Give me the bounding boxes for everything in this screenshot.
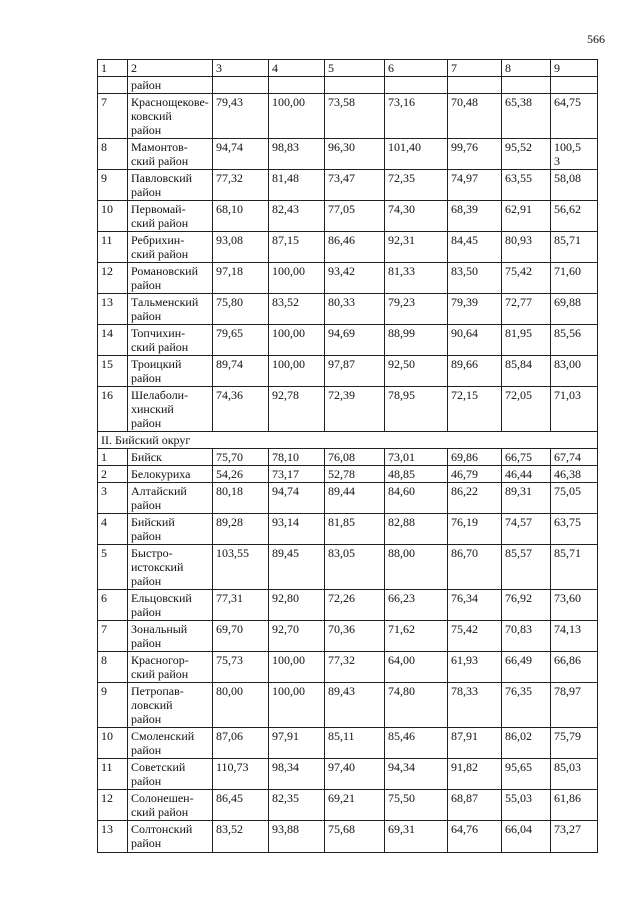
value-cell xyxy=(213,77,269,94)
value-cell: 75,05 xyxy=(551,483,598,514)
row-number-cell: 12 xyxy=(98,263,128,294)
column-header: 4 xyxy=(269,60,325,77)
value-cell: 46,79 xyxy=(448,466,502,483)
value-cell: 92,80 xyxy=(269,590,325,621)
value-cell: 86,22 xyxy=(448,483,502,514)
row-number-cell: 13 xyxy=(98,294,128,325)
value-cell: 98,83 xyxy=(269,139,325,170)
value-cell: 84,45 xyxy=(448,232,502,263)
value-cell: 94,74 xyxy=(269,483,325,514)
value-cell: 89,28 xyxy=(213,514,269,545)
value-cell: 89,31 xyxy=(502,483,551,514)
value-cell: 74,36 xyxy=(213,387,269,432)
district-name-cell: Быстро- истокский район xyxy=(128,545,213,590)
column-header: 3 xyxy=(213,60,269,77)
district-name-cell: Бийск xyxy=(128,449,213,466)
table-row xyxy=(98,590,598,621)
value-cell: 69,21 xyxy=(325,790,385,821)
value-cell: 46,38 xyxy=(551,466,598,483)
value-cell: 86,45 xyxy=(213,790,269,821)
value-cell: 85,11 xyxy=(325,728,385,759)
district-name-cell: Красногор- ский район xyxy=(128,652,213,683)
value-cell: 70,48 xyxy=(448,94,502,139)
value-cell: 72,15 xyxy=(448,387,502,432)
value-cell: 89,43 xyxy=(325,683,385,728)
table-row xyxy=(98,201,598,232)
value-cell: 70,83 xyxy=(502,621,551,652)
value-cell: 84,60 xyxy=(385,483,448,514)
value-cell: 101,40 xyxy=(385,139,448,170)
value-cell: 75,68 xyxy=(325,821,385,853)
value-cell: 85,71 xyxy=(551,232,598,263)
value-cell: 76,92 xyxy=(502,590,551,621)
value-cell: 71,03 xyxy=(551,387,598,432)
table-row xyxy=(98,356,598,387)
value-cell: 46,44 xyxy=(502,466,551,483)
value-cell: 66,75 xyxy=(502,449,551,466)
value-cell: 81,33 xyxy=(385,263,448,294)
row-number-cell: 9 xyxy=(98,170,128,201)
value-cell: 100,00 xyxy=(269,683,325,728)
value-cell: 80,00 xyxy=(213,683,269,728)
column-header: 8 xyxy=(502,60,551,77)
row-number-cell: 11 xyxy=(98,232,128,263)
value-cell: 85,71 xyxy=(551,545,598,590)
value-cell: 83,52 xyxy=(213,821,269,853)
value-cell: 54,26 xyxy=(213,466,269,483)
value-cell: 73,16 xyxy=(385,94,448,139)
row-number-cell: 10 xyxy=(98,201,128,232)
value-cell: 93,88 xyxy=(269,821,325,853)
row-number-cell xyxy=(98,77,128,94)
district-name-cell: Павловский район xyxy=(128,170,213,201)
value-cell: 70,36 xyxy=(325,621,385,652)
value-cell: 85,57 xyxy=(502,545,551,590)
value-cell: 81,48 xyxy=(269,170,325,201)
section-row xyxy=(98,432,598,449)
value-cell: 71,62 xyxy=(385,621,448,652)
value-cell: 75,42 xyxy=(502,263,551,294)
column-header: 5 xyxy=(325,60,385,77)
value-cell: 81,95 xyxy=(502,325,551,356)
value-cell: 82,43 xyxy=(269,201,325,232)
value-cell: 77,05 xyxy=(325,201,385,232)
value-cell: 76,08 xyxy=(325,449,385,466)
value-cell: 92,78 xyxy=(269,387,325,432)
row-number-cell: 7 xyxy=(98,621,128,652)
district-name-cell: Тальменский район xyxy=(128,294,213,325)
column-header: 2 xyxy=(128,60,213,77)
value-cell: 100,00 xyxy=(269,652,325,683)
table-row xyxy=(98,77,598,94)
table-row xyxy=(98,94,598,139)
value-cell: 81,85 xyxy=(325,514,385,545)
row-number-cell: 6 xyxy=(98,590,128,621)
district-name-cell: Шелаболи- хинский район xyxy=(128,387,213,432)
table-row xyxy=(98,483,598,514)
value-cell: 75,50 xyxy=(385,790,448,821)
row-number-cell: 1 xyxy=(98,449,128,466)
value-cell: 90,64 xyxy=(448,325,502,356)
value-cell: 87,06 xyxy=(213,728,269,759)
value-cell: 78,97 xyxy=(551,683,598,728)
value-cell: 83,52 xyxy=(269,294,325,325)
value-cell: 77,32 xyxy=(213,170,269,201)
value-cell: 73,27 xyxy=(551,821,598,853)
value-cell: 64,76 xyxy=(448,821,502,853)
value-cell: 88,99 xyxy=(385,325,448,356)
value-cell: 52,78 xyxy=(325,466,385,483)
value-cell: 88,00 xyxy=(385,545,448,590)
value-cell: 55,03 xyxy=(502,790,551,821)
value-cell: 66,86 xyxy=(551,652,598,683)
value-cell: 82,35 xyxy=(269,790,325,821)
value-cell: 62,91 xyxy=(502,201,551,232)
table-row xyxy=(98,449,598,466)
value-cell: 100,5 3 xyxy=(551,139,598,170)
value-cell: 95,65 xyxy=(502,759,551,790)
row-number-cell: 5 xyxy=(98,545,128,590)
value-cell: 79,23 xyxy=(385,294,448,325)
row-number-cell: 16 xyxy=(98,387,128,432)
value-cell: 73,58 xyxy=(325,94,385,139)
value-cell: 79,43 xyxy=(213,94,269,139)
district-name-cell: Советский район xyxy=(128,759,213,790)
value-cell: 69,86 xyxy=(448,449,502,466)
table-header-row xyxy=(98,60,598,77)
district-name-cell: Петропав- ловский район xyxy=(128,683,213,728)
value-cell: 73,47 xyxy=(325,170,385,201)
value-cell: 76,35 xyxy=(502,683,551,728)
value-cell: 65,38 xyxy=(502,94,551,139)
value-cell: 97,87 xyxy=(325,356,385,387)
row-number-cell: 15 xyxy=(98,356,128,387)
value-cell: 86,70 xyxy=(448,545,502,590)
value-cell: 75,42 xyxy=(448,621,502,652)
value-cell: 85,03 xyxy=(551,759,598,790)
table-row xyxy=(98,790,598,821)
row-number-cell: 10 xyxy=(98,728,128,759)
value-cell: 85,46 xyxy=(385,728,448,759)
value-cell: 72,26 xyxy=(325,590,385,621)
value-cell: 94,74 xyxy=(213,139,269,170)
value-cell: 93,08 xyxy=(213,232,269,263)
row-number-cell: 4 xyxy=(98,514,128,545)
row-number-cell: 12 xyxy=(98,790,128,821)
value-cell: 83,05 xyxy=(325,545,385,590)
value-cell: 94,69 xyxy=(325,325,385,356)
value-cell: 91,82 xyxy=(448,759,502,790)
value-cell: 74,97 xyxy=(448,170,502,201)
table-row xyxy=(98,466,598,483)
column-header: 6 xyxy=(385,60,448,77)
value-cell: 110,73 xyxy=(213,759,269,790)
value-cell: 92,31 xyxy=(385,232,448,263)
table-row xyxy=(98,325,598,356)
column-header: 1 xyxy=(98,60,128,77)
value-cell: 83,50 xyxy=(448,263,502,294)
value-cell: 63,55 xyxy=(502,170,551,201)
value-cell: 68,87 xyxy=(448,790,502,821)
statistics-table xyxy=(97,59,598,853)
value-cell: 48,85 xyxy=(385,466,448,483)
table-row xyxy=(98,683,598,728)
column-header: 9 xyxy=(551,60,598,77)
value-cell: 100,00 xyxy=(269,325,325,356)
table-row xyxy=(98,728,598,759)
value-cell: 85,84 xyxy=(502,356,551,387)
value-cell xyxy=(269,77,325,94)
value-cell: 96,30 xyxy=(325,139,385,170)
section-title: II. Бийский округ xyxy=(98,432,598,449)
district-name-cell: Бийский район xyxy=(128,514,213,545)
row-number-cell: 13 xyxy=(98,821,128,853)
value-cell: 77,31 xyxy=(213,590,269,621)
value-cell: 98,34 xyxy=(269,759,325,790)
district-name-cell: Троицкий район xyxy=(128,356,213,387)
table-row xyxy=(98,652,598,683)
value-cell: 72,05 xyxy=(502,387,551,432)
value-cell: 80,33 xyxy=(325,294,385,325)
value-cell: 76,34 xyxy=(448,590,502,621)
value-cell: 86,02 xyxy=(502,728,551,759)
value-cell: 89,74 xyxy=(213,356,269,387)
district-name-cell: Краснощекове- ковский район xyxy=(128,94,213,139)
value-cell: 89,44 xyxy=(325,483,385,514)
value-cell: 80,93 xyxy=(502,232,551,263)
row-number-cell: 2 xyxy=(98,466,128,483)
district-name-cell: Ребрихин- ский район xyxy=(128,232,213,263)
district-name-cell: Зональный район xyxy=(128,621,213,652)
table-row xyxy=(98,621,598,652)
value-cell: 75,73 xyxy=(213,652,269,683)
row-number-cell: 7 xyxy=(98,94,128,139)
value-cell: 89,66 xyxy=(448,356,502,387)
district-name-cell: Алтайский район xyxy=(128,483,213,514)
value-cell: 68,39 xyxy=(448,201,502,232)
table-row xyxy=(98,294,598,325)
row-number-cell: 3 xyxy=(98,483,128,514)
column-header: 7 xyxy=(448,60,502,77)
value-cell: 76,19 xyxy=(448,514,502,545)
value-cell: 95,52 xyxy=(502,139,551,170)
district-name-cell: Ельцовский район xyxy=(128,590,213,621)
value-cell: 78,33 xyxy=(448,683,502,728)
value-cell: 75,70 xyxy=(213,449,269,466)
value-cell: 92,70 xyxy=(269,621,325,652)
district-name-cell: Белокуриха xyxy=(128,466,213,483)
district-name-cell: Солтонский район xyxy=(128,821,213,853)
value-cell xyxy=(325,77,385,94)
value-cell: 72,35 xyxy=(385,170,448,201)
value-cell: 100,00 xyxy=(269,356,325,387)
value-cell: 69,88 xyxy=(551,294,598,325)
value-cell: 73,01 xyxy=(385,449,448,466)
value-cell: 74,30 xyxy=(385,201,448,232)
value-cell: 86,46 xyxy=(325,232,385,263)
district-name-cell: Солонешен- ский район xyxy=(128,790,213,821)
value-cell: 58,08 xyxy=(551,170,598,201)
value-cell: 93,14 xyxy=(269,514,325,545)
table-row xyxy=(98,821,598,853)
row-number-cell: 14 xyxy=(98,325,128,356)
table-row xyxy=(98,139,598,170)
value-cell: 69,31 xyxy=(385,821,448,853)
row-number-cell: 9 xyxy=(98,683,128,728)
value-cell: 73,17 xyxy=(269,466,325,483)
row-number-cell: 8 xyxy=(98,652,128,683)
value-cell: 61,93 xyxy=(448,652,502,683)
value-cell: 72,39 xyxy=(325,387,385,432)
value-cell: 61,86 xyxy=(551,790,598,821)
value-cell xyxy=(502,77,551,94)
table-row xyxy=(98,387,598,432)
district-name-cell: Смоленский район xyxy=(128,728,213,759)
value-cell: 97,18 xyxy=(213,263,269,294)
value-cell: 85,56 xyxy=(551,325,598,356)
value-cell: 87,15 xyxy=(269,232,325,263)
value-cell: 92,50 xyxy=(385,356,448,387)
district-name-cell: Романовский район xyxy=(128,263,213,294)
table-row xyxy=(98,170,598,201)
value-cell: 66,04 xyxy=(502,821,551,853)
value-cell: 66,23 xyxy=(385,590,448,621)
district-name-cell: Первомай- ский район xyxy=(128,201,213,232)
value-cell: 77,32 xyxy=(325,652,385,683)
value-cell: 82,88 xyxy=(385,514,448,545)
value-cell: 78,95 xyxy=(385,387,448,432)
value-cell xyxy=(448,77,502,94)
value-cell: 83,00 xyxy=(551,356,598,387)
value-cell: 69,70 xyxy=(213,621,269,652)
district-name-cell: Топчихин- ский район xyxy=(128,325,213,356)
value-cell: 75,79 xyxy=(551,728,598,759)
table-row xyxy=(98,514,598,545)
value-cell: 64,75 xyxy=(551,94,598,139)
table-row xyxy=(98,263,598,294)
value-cell: 80,18 xyxy=(213,483,269,514)
value-cell: 75,80 xyxy=(213,294,269,325)
value-cell: 64,00 xyxy=(385,652,448,683)
value-cell: 71,60 xyxy=(551,263,598,294)
value-cell: 74,57 xyxy=(502,514,551,545)
value-cell: 68,10 xyxy=(213,201,269,232)
value-cell: 74,13 xyxy=(551,621,598,652)
value-cell xyxy=(551,77,598,94)
value-cell: 97,40 xyxy=(325,759,385,790)
value-cell: 79,39 xyxy=(448,294,502,325)
row-number-cell: 11 xyxy=(98,759,128,790)
value-cell: 97,91 xyxy=(269,728,325,759)
table-row xyxy=(98,545,598,590)
value-cell: 103,55 xyxy=(213,545,269,590)
value-cell: 74,80 xyxy=(385,683,448,728)
value-cell: 79,65 xyxy=(213,325,269,356)
table-body xyxy=(98,77,598,853)
value-cell: 100,00 xyxy=(269,94,325,139)
value-cell: 73,60 xyxy=(551,590,598,621)
table-row xyxy=(98,232,598,263)
district-name-cell: Мамонтов- ский район xyxy=(128,139,213,170)
value-cell: 56,62 xyxy=(551,201,598,232)
value-cell: 93,42 xyxy=(325,263,385,294)
value-cell: 94,34 xyxy=(385,759,448,790)
value-cell: 99,76 xyxy=(448,139,502,170)
value-cell: 100,00 xyxy=(269,263,325,294)
value-cell: 78,10 xyxy=(269,449,325,466)
value-cell: 72,77 xyxy=(502,294,551,325)
district-name-cell: район xyxy=(128,77,213,94)
value-cell: 66,49 xyxy=(502,652,551,683)
value-cell xyxy=(385,77,448,94)
page-number: 566 xyxy=(587,32,605,46)
row-number-cell: 8 xyxy=(98,139,128,170)
value-cell: 67,74 xyxy=(551,449,598,466)
value-cell: 89,45 xyxy=(269,545,325,590)
table-row xyxy=(98,759,598,790)
value-cell: 63,75 xyxy=(551,514,598,545)
value-cell: 87,91 xyxy=(448,728,502,759)
